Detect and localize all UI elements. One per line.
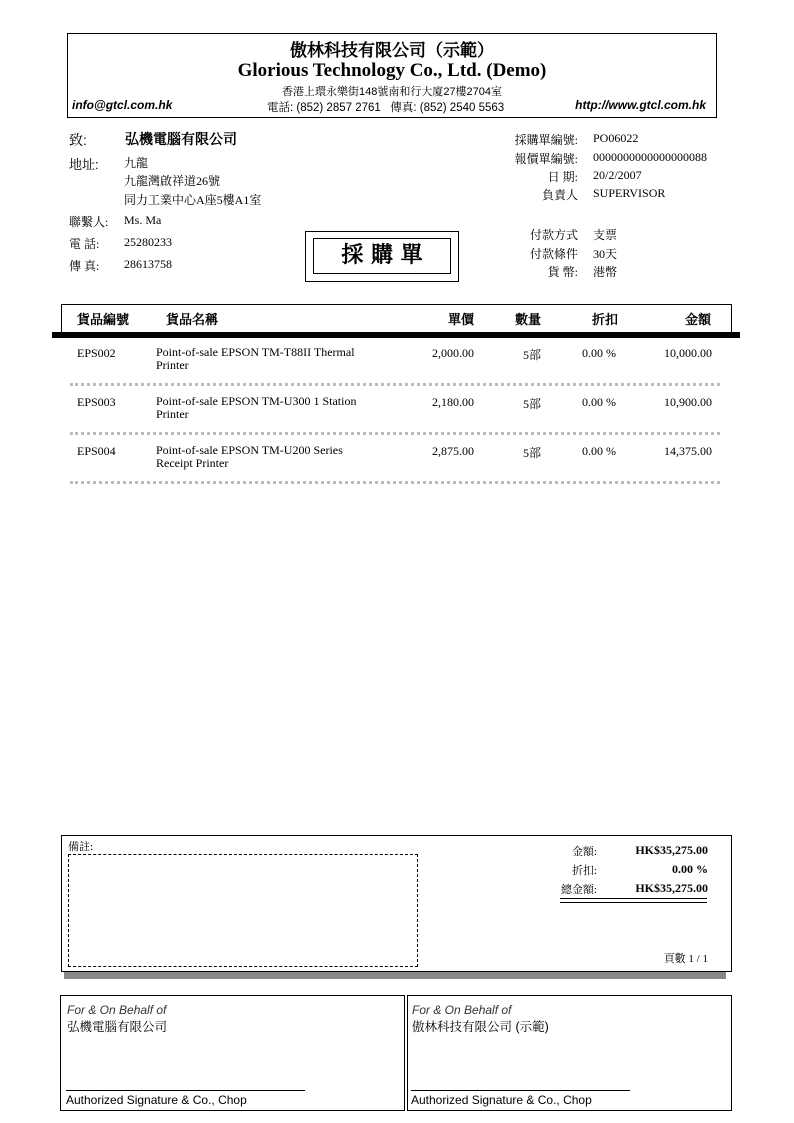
payment-value: 港幣 — [593, 265, 618, 279]
remarks-label: 備註: — [68, 841, 94, 853]
item-code: EPS002 — [77, 346, 116, 360]
info-value: 20/2/2007 — [593, 168, 642, 182]
company-phone-fax: 電話: (852) 2857 2761 傳真: (852) 2540 5563 — [267, 102, 505, 114]
payment-label: 貨 幣: — [547, 265, 578, 279]
item-name: Point-of-sale EPSON TM-U200 Series Receipt Printer — [156, 443, 343, 470]
item-code: EPS004 — [77, 444, 116, 458]
item-qty: 5部 — [522, 348, 541, 362]
total-value: HK$35,275.00 — [635, 843, 708, 857]
fax-value: 28613758 — [124, 257, 172, 271]
item-qty: 5部 — [522, 446, 541, 460]
total-double-rule — [560, 898, 707, 903]
column-header: 單價 — [447, 312, 474, 327]
row-divider — [70, 432, 720, 435]
company-name-cn: 傲林科技有限公司（示範） — [290, 41, 494, 60]
column-header: 貨品名稱 — [166, 312, 219, 327]
payment-value: 支票 — [593, 228, 618, 242]
page-number: 頁數 1 / 1 — [663, 953, 708, 965]
payment-label: 付款條件 — [529, 247, 578, 261]
total-value: 0.00 % — [672, 862, 708, 876]
item-price: 2,180.00 — [432, 395, 474, 409]
signature-line — [411, 1090, 630, 1091]
item-discount: 0.00 % — [582, 346, 616, 360]
total-label: 總金額: — [560, 884, 597, 896]
info-label: 報價單編號: — [514, 152, 578, 166]
table-header-rule — [52, 332, 740, 338]
address-line: 九龍灣啟祥道26號 — [124, 174, 221, 188]
address-label: 地址: — [69, 157, 99, 172]
contact-value: Ms. Ma — [124, 213, 162, 227]
info-label: 負責人 — [541, 188, 578, 202]
company-name-en: Glorious Technology Co., Ltd. (Demo) — [237, 60, 547, 81]
behalf-label: For & On Behalf of — [412, 1003, 512, 1017]
info-value: 0000000000000000088 — [593, 150, 707, 164]
item-price: 2,000.00 — [432, 346, 474, 360]
remarks-field[interactable] — [68, 854, 418, 967]
to-label: 致: — [69, 132, 87, 148]
total-label: 金額: — [571, 846, 597, 858]
item-name: Point-of-sale EPSON TM-U300 1 Station Printer — [156, 394, 357, 421]
document-title: 採 購 單 — [313, 238, 451, 274]
item-code: EPS003 — [77, 395, 116, 409]
signature-line — [66, 1090, 305, 1091]
address-line: 九龍 — [124, 156, 149, 170]
column-header: 數量 — [514, 312, 541, 327]
info-value: SUPERVISOR — [593, 186, 666, 200]
phone-label: 電 話: — [69, 237, 100, 251]
info-value: PO06022 — [593, 131, 639, 145]
company-website[interactable]: http://www.gtcl.com.hk — [575, 98, 706, 112]
company-email[interactable]: info@gtcl.com.hk — [72, 98, 173, 112]
total-label: 折扣: — [571, 865, 597, 877]
fax-label: 傳 真: — [69, 259, 100, 273]
phone-value: 25280233 — [124, 235, 172, 249]
item-amount: 10,000.00 — [664, 346, 712, 360]
customer-name: 弘機電腦有限公司 — [125, 131, 237, 147]
behalf-label: For & On Behalf of — [67, 1003, 167, 1017]
item-name: Point-of-sale EPSON TM-T88II Thermal Printer — [156, 345, 355, 372]
item-discount: 0.00 % — [582, 395, 616, 409]
column-header: 貨品編號 — [77, 312, 130, 327]
behalf-company: 傲林科技有限公司 (示範) — [412, 1020, 549, 1034]
info-label: 採購單編號: — [514, 133, 578, 147]
item-qty: 5部 — [522, 397, 541, 411]
behalf-company: 弘機電腦有限公司 — [67, 1020, 168, 1034]
row-divider — [70, 383, 720, 386]
info-label: 日 期: — [547, 170, 578, 184]
table-header — [61, 304, 732, 333]
column-header: 折扣 — [591, 312, 618, 327]
signature-label: Authorized Signature & Co., Chop — [66, 1093, 247, 1107]
contact-label: 聯繫人: — [69, 215, 109, 229]
item-discount: 0.00 % — [582, 444, 616, 458]
total-value: HK$35,275.00 — [635, 881, 708, 895]
payment-value: 30天 — [593, 247, 618, 261]
payment-label: 付款方式 — [529, 228, 578, 242]
address-line: 同力工業中心A座5樓A1室 — [124, 193, 262, 207]
item-price: 2,875.00 — [432, 444, 474, 458]
column-header: 金額 — [684, 312, 711, 327]
company-address: 香港上環永樂街148號南和行大廈27樓2704室 — [281, 86, 503, 98]
row-divider — [70, 481, 720, 484]
item-amount: 10,900.00 — [664, 395, 712, 409]
item-amount: 14,375.00 — [664, 444, 712, 458]
signature-label: Authorized Signature & Co., Chop — [411, 1093, 592, 1107]
